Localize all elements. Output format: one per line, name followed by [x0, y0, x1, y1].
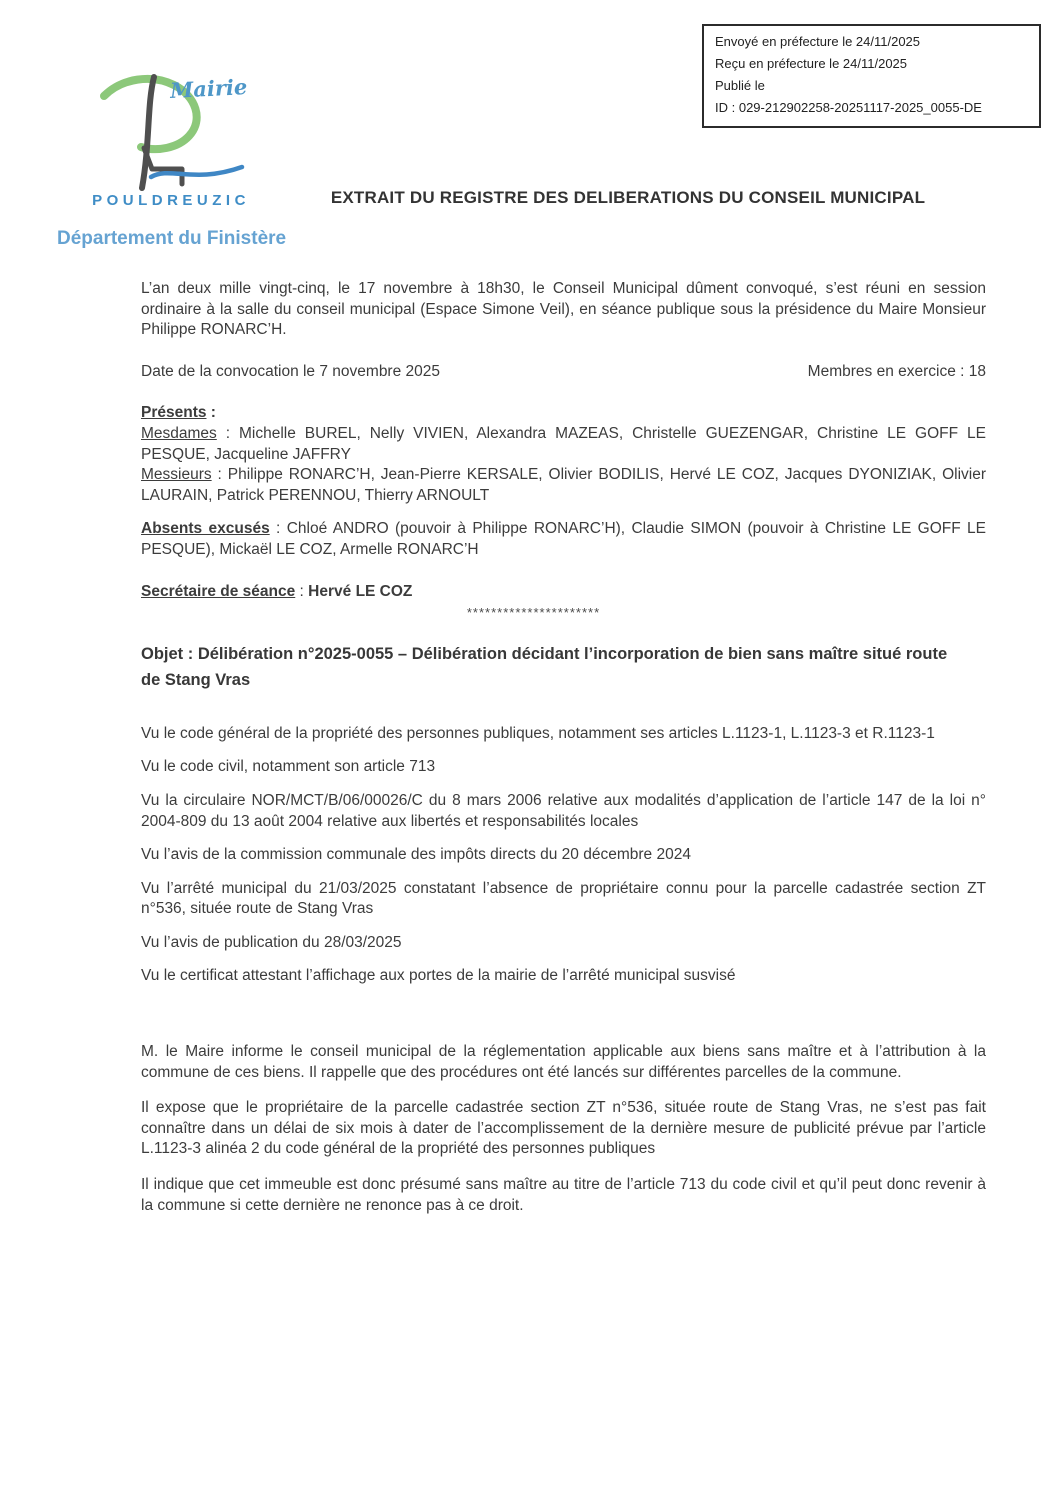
vu-paragraph: Vu l’avis de publication du 28/03/2025: [141, 933, 402, 951]
absents-line: Absents excusés : Chloé ANDRO (pouvoir à Philippe RONARC’H), Claudie SIMON (pouvoir à Christine LE GOFF LE PESQUE), Mickaël LE COZ, Armelle RONARC’H: [141, 520, 986, 558]
meta-row: [141, 362, 986, 383]
session-intro-paragraph: L’an deux mille vingt-cinq, le 17 novembre à 18h30, le Conseil Municipal dûment convoqué, s’est réuni en session ordinaire à la salle du conseil municipal (Espace Simone Veil), en séance publique sous la présidence du Maire Monsieur Philippe RONARC’H.: [141, 280, 986, 339]
secretary-name: Hervé LE COZ: [308, 582, 413, 600]
prefecture-stamp-box: [702, 24, 1041, 128]
document-body: [141, 279, 986, 1231]
logo-city-text: POULDREUZIC: [92, 192, 250, 209]
messieurs-line: Messieurs : Philippe RONARC’H, Jean-Pierre KERSALE, Olivier BODILIS, Hervé LE COZ, Jacques DYONIZIAK, Olivier LAURAIN, Patrick PERENNOU, Thierry ARNOULT: [141, 466, 986, 504]
members-count: Membres en exercice : 18: [807, 362, 986, 380]
secretary-line: Secrétaire de séance : Hervé LE COZ: [141, 582, 413, 600]
convocation-date: Date de la convocation le 7 novembre 2025: [141, 362, 441, 380]
stamp-id-line: ID : 029-212902258-20251117-2025_0055-DE: [715, 100, 982, 115]
stamp-published-line: Publié le: [715, 78, 765, 93]
department-label: Département du Finistère: [57, 228, 287, 249]
vu-paragraph: Vu la circulaire NOR/MCT/B/06/00026/C du 8 mars 2006 relative aux modalités d’application de l’article 147 de la loi n° 2004-809 du 13 août 2004 relative aux libertés et responsabilités locales: [141, 791, 986, 830]
attendance-block: [141, 403, 986, 506]
messieurs-label: Messieurs: [141, 466, 212, 484]
deliberation-subject: Objet : Délibération n°2025-0055 – Délibération décidant l’incorporation de bien sans maître situé route de Stang Vras: [141, 644, 948, 689]
vu-paragraph: Vu l’avis de la commission communale des impôts directs du 20 décembre 2024: [141, 846, 691, 864]
stamp-received-line: Reçu en préfecture le 24/11/2025: [715, 56, 908, 71]
logo-mairie-text: Mairie: [169, 73, 248, 104]
document-title: EXTRAIT DU REGISTRE DES DELIBERATIONS DU CONSEIL MUNICIPAL: [330, 188, 926, 207]
presents-heading: Présents :: [141, 404, 216, 422]
presents-label: Présents: [141, 404, 207, 422]
mesdames-label: Mesdames: [141, 424, 217, 442]
mesdames-line: Mesdames : Michelle BUREL, Nelly VIVIEN, Alexandra MAZEAS, Christelle GUEZENGAR, Christine LE GOFF LE PESQUE, Jacqueline JAFFRY: [141, 424, 986, 463]
vu-paragraph: Vu le code civil, notamment son article 713: [141, 758, 436, 776]
vu-paragraph: Vu le code général de la propriété des personnes publiques, notamment ses articles L.1123-1, L.1123-3 et R.1123-1: [141, 724, 935, 742]
asterisk-separator: **********************: [466, 605, 601, 621]
body-paragraph: M. le Maire informe le conseil municipal de la réglementation applicable aux biens sans maître et à l’attribution à la commune de ces biens. Il rappelle que des procédures ont été lancés sur différentes parcelles de la commune.: [141, 1043, 986, 1081]
mayor-statement-block: [141, 1042, 986, 1216]
absents-label: Absents excusés: [141, 520, 270, 538]
vu-paragraph: Vu le certificat attestant l’affichage aux portes de la mairie de l’arrêté municipal susvisé: [141, 967, 736, 985]
vu-paragraph: Vu l’arrêté municipal du 21/03/2025 constatant l’absence de propriétaire connu pour la parcelle cadastrée section ZT n°536, située route de Stang Vras: [141, 879, 986, 918]
body-paragraph: Il expose que le propriétaire de la parcelle cadastrée section ZT n°536, située route de Stang Vras, ne s’est pas fait connaître dans un délai de six mois à dater de l’accomplissement de la dernière mesure de publicité prévue par l’article L.1123-3 alinéa 2 du code général de la propriété des personnes publiques: [141, 1099, 986, 1158]
body-paragraph: Il indique que cet immeuble est donc présumé sans maître au titre de l’article 713 du code civil et qu’il peut donc revenir à la commune si cette dernière ne renonce pas à ce droit.: [141, 1176, 986, 1214]
stamp-sent-line: Envoyé en préfecture le 24/11/2025: [715, 34, 921, 49]
secretary-label: Secrétaire de séance: [141, 582, 296, 600]
